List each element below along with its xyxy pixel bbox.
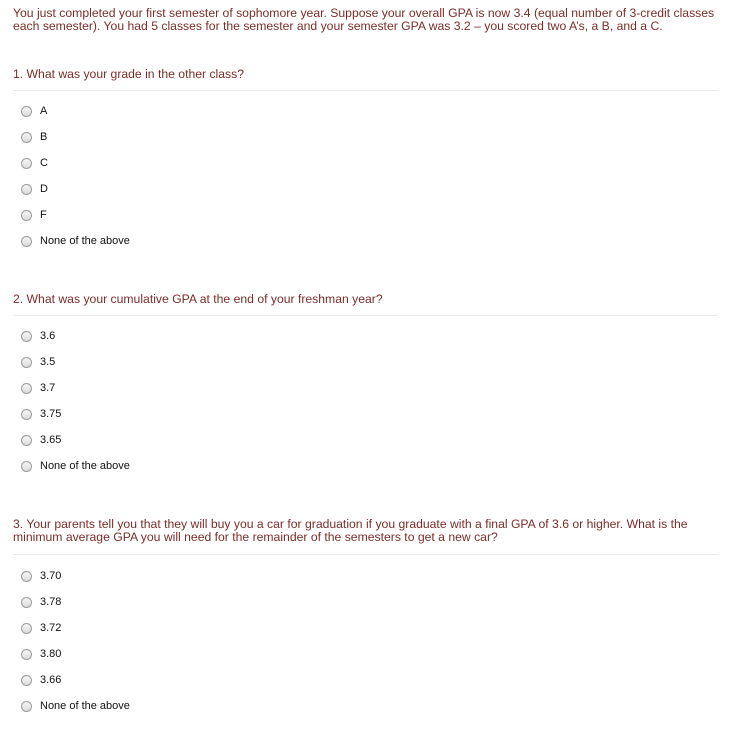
q2-option-5[interactable] [21,427,421,453]
question-3-text: 3. Your parents tell you that they will buy you a car for graduation if you graduate with a final GPA of 3.6 or higher. What is the minimum average GPA you will need for the remainder of the semesters to get a new car? [13,517,688,544]
question-1-text: 1. What was your grade in the other class? [13,67,245,81]
radio-button[interactable] [21,357,32,368]
option-label[interactable]: 3.7 [40,382,56,394]
q1-option-c[interactable] [21,150,421,176]
option-label[interactable]: 3.75 [40,408,62,420]
q3-option-none[interactable] [21,693,421,719]
q2-option-3[interactable] [21,375,421,401]
option-label[interactable]: None of the above [40,235,130,247]
option-label[interactable]: None of the above [40,700,130,712]
question-3-options [21,563,421,719]
question-2-text: 2. What was your cumulative GPA at the end of your freshman year? [13,292,383,306]
q2-option-none[interactable] [21,453,421,479]
q2-option-4[interactable] [21,401,421,427]
q3-option-2[interactable] [21,589,421,615]
radio-button[interactable] [21,571,32,582]
radio-button[interactable] [21,106,32,117]
radio-button[interactable] [21,331,32,342]
radio-button[interactable] [21,435,32,446]
radio-button[interactable] [21,701,32,712]
option-label[interactable]: 3.80 [40,648,62,660]
option-label[interactable]: 3.65 [40,434,62,446]
option-label[interactable]: F [40,209,47,221]
q3-option-5[interactable] [21,667,421,693]
option-label[interactable]: C [40,157,48,169]
option-label[interactable]: B [40,131,48,143]
option-label[interactable]: 3.66 [40,674,62,686]
radio-button[interactable] [21,597,32,608]
question-2-options [21,323,421,479]
radio-button[interactable] [21,210,32,221]
radio-button[interactable] [21,675,32,686]
radio-button[interactable] [21,184,32,195]
q3-option-3[interactable] [21,615,421,641]
q1-option-none[interactable] [21,228,421,254]
option-label[interactable]: 3.72 [40,622,62,634]
q3-option-4[interactable] [21,641,421,667]
question-1-divider [13,90,718,91]
option-label[interactable]: 3.5 [40,356,56,368]
q1-option-b[interactable] [21,124,421,150]
q1-option-f[interactable] [21,202,421,228]
option-label[interactable]: 3.78 [40,596,62,608]
q1-option-d[interactable] [21,176,421,202]
radio-button[interactable] [21,383,32,394]
radio-button[interactable] [21,649,32,660]
option-label[interactable]: 3.70 [40,570,62,582]
option-label[interactable]: 3.6 [40,330,56,342]
q2-option-2[interactable] [21,349,421,375]
radio-button[interactable] [21,158,32,169]
q3-option-1[interactable] [21,563,421,589]
radio-button[interactable] [21,623,32,634]
radio-button[interactable] [21,409,32,420]
option-label[interactable]: A [40,105,48,117]
question-1-options [21,98,421,254]
q2-option-1[interactable] [21,323,421,349]
question-3-divider [13,554,718,555]
intro-text: You just completed your first semester of sophomore year. Suppose your overall GPA is now 3.4 (equal number of 3-credit classes each semester). You had 5 classes for the semester and your semester GPA was 3.2 – you scored two A’s, a B, and a C. [13,6,715,33]
radio-button[interactable] [21,132,32,143]
radio-button[interactable] [21,461,32,472]
question-2-divider [13,315,718,316]
option-label[interactable]: D [40,183,48,195]
option-label[interactable]: None of the above [40,460,130,472]
q1-option-a[interactable] [21,98,421,124]
radio-button[interactable] [21,236,32,247]
